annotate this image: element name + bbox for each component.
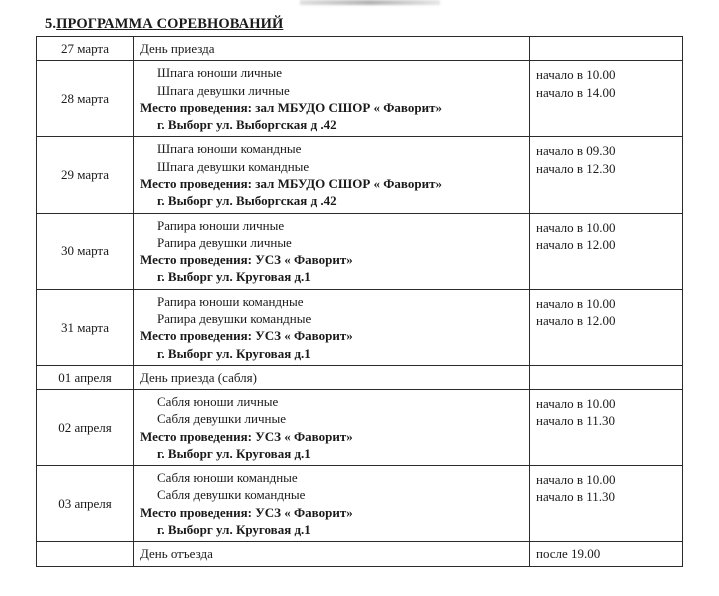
row-line: Рапира девушки командные: [157, 310, 312, 326]
table-row: [37, 466, 683, 542]
row-line: Место проведения: УСЗ « Фаворит»: [140, 328, 353, 344]
page-top-artifact: [300, 0, 440, 5]
row-line: Сабля девушки командные: [157, 487, 306, 503]
row-line: Место проведения: УСЗ « Фаворит»: [140, 428, 353, 444]
row-times: [530, 137, 683, 213]
row-date: [37, 542, 134, 566]
row-date: 30 марта: [37, 213, 134, 289]
row-line: Место проведения: УСЗ « Фаворит»: [140, 252, 353, 268]
row-line: Сабля юноши командные: [157, 470, 298, 486]
row-times: [530, 390, 683, 466]
row-line: Шпага юноши личные: [157, 65, 283, 81]
table-row: [37, 37, 683, 61]
row-line: г. Выборг ул. Круговая д.1: [157, 345, 311, 361]
table-row: [37, 289, 683, 365]
row-line: Рапира юноши командные: [157, 293, 304, 309]
row-line: Шпага девушки командные: [157, 158, 310, 174]
row-date: 01 апреля: [37, 365, 134, 389]
table-row: [37, 390, 683, 466]
row-line: Место проведения: УСЗ « Фаворит»: [140, 504, 353, 520]
row-description: [134, 466, 530, 542]
table-row: [37, 213, 683, 289]
row-line: г. Выборг ул. Круговая д.1: [157, 522, 311, 538]
row-description: [134, 365, 530, 389]
row-line: г. Выборг ул. Круговая д.1: [157, 269, 311, 285]
row-date: 31 марта: [37, 289, 134, 365]
table-row: [37, 137, 683, 213]
row-line: Место проведения: зал МБУДО СШОР « Фаворит»: [140, 99, 442, 115]
row-description: [134, 390, 530, 466]
row-time-line: начало в 12.00: [536, 312, 616, 328]
row-time-line: после 19.00: [536, 546, 601, 562]
page-title-text: ПРОГРАММА СОРЕВНОВАНИЙ: [56, 16, 284, 32]
row-description: [134, 37, 530, 61]
table-row: [37, 61, 683, 137]
row-description: [134, 137, 530, 213]
row-times: [530, 61, 683, 137]
row-time-line: начало в 11.30: [536, 413, 616, 429]
row-line: г. Выборг ул. Круговая д.1: [157, 445, 311, 461]
row-time-line: начало в 10.00: [536, 295, 616, 311]
row-line: Рапира юноши личные: [157, 217, 285, 233]
page-title: [45, 16, 283, 33]
row-date: 27 марта: [37, 37, 134, 61]
row-line: Шпага юноши командные: [157, 141, 302, 157]
row-times: [530, 466, 683, 542]
row-time-line: начало в 12.00: [536, 236, 616, 252]
row-time-line: начало в 11.30: [536, 489, 616, 505]
row-line: День приезда: [140, 41, 215, 56]
row-times: [530, 542, 683, 566]
row-date: 29 марта: [37, 137, 134, 213]
row-time-line: начало в 10.00: [536, 67, 616, 83]
row-description: [134, 289, 530, 365]
row-date: 03 апреля: [37, 466, 134, 542]
table-row: [37, 365, 683, 389]
row-description: [134, 213, 530, 289]
row-time-line: начало в 10.00: [536, 219, 616, 235]
row-line: День отъезда: [140, 546, 213, 562]
row-date: 02 апреля: [37, 390, 134, 466]
row-time-line: начало в 12.30: [536, 160, 616, 176]
row-line: Место проведения: зал МБУДО СШОР « Фаворит»: [140, 175, 442, 191]
row-line: Рапира девушки личные: [157, 234, 292, 250]
row-description: [134, 61, 530, 137]
row-line: Сабля девушки личные: [157, 411, 287, 427]
row-times: [530, 289, 683, 365]
row-line: Шпага девушки личные: [157, 82, 290, 98]
page-title-number: 5.: [45, 16, 57, 32]
row-line: г. Выборг ул. Выборгская д .42: [157, 117, 337, 133]
row-time-line: начало в 09.30: [536, 143, 616, 159]
row-line: День приезда (сабля): [140, 369, 257, 385]
row-line: Сабля юноши личные: [157, 394, 279, 410]
row-time-line: начало в 10.00: [536, 396, 616, 412]
row-description: [134, 542, 530, 566]
row-date: 28 марта: [37, 61, 134, 137]
row-time-line: начало в 14.00: [536, 84, 616, 100]
row-time-line: начало в 10.00: [536, 472, 616, 488]
row-line: г. Выборг ул. Выборгская д .42: [157, 193, 337, 209]
competition-schedule-table: [36, 36, 683, 567]
table-row: [37, 542, 683, 566]
row-times: [530, 365, 683, 389]
row-times: [530, 213, 683, 289]
row-times: [530, 37, 683, 61]
